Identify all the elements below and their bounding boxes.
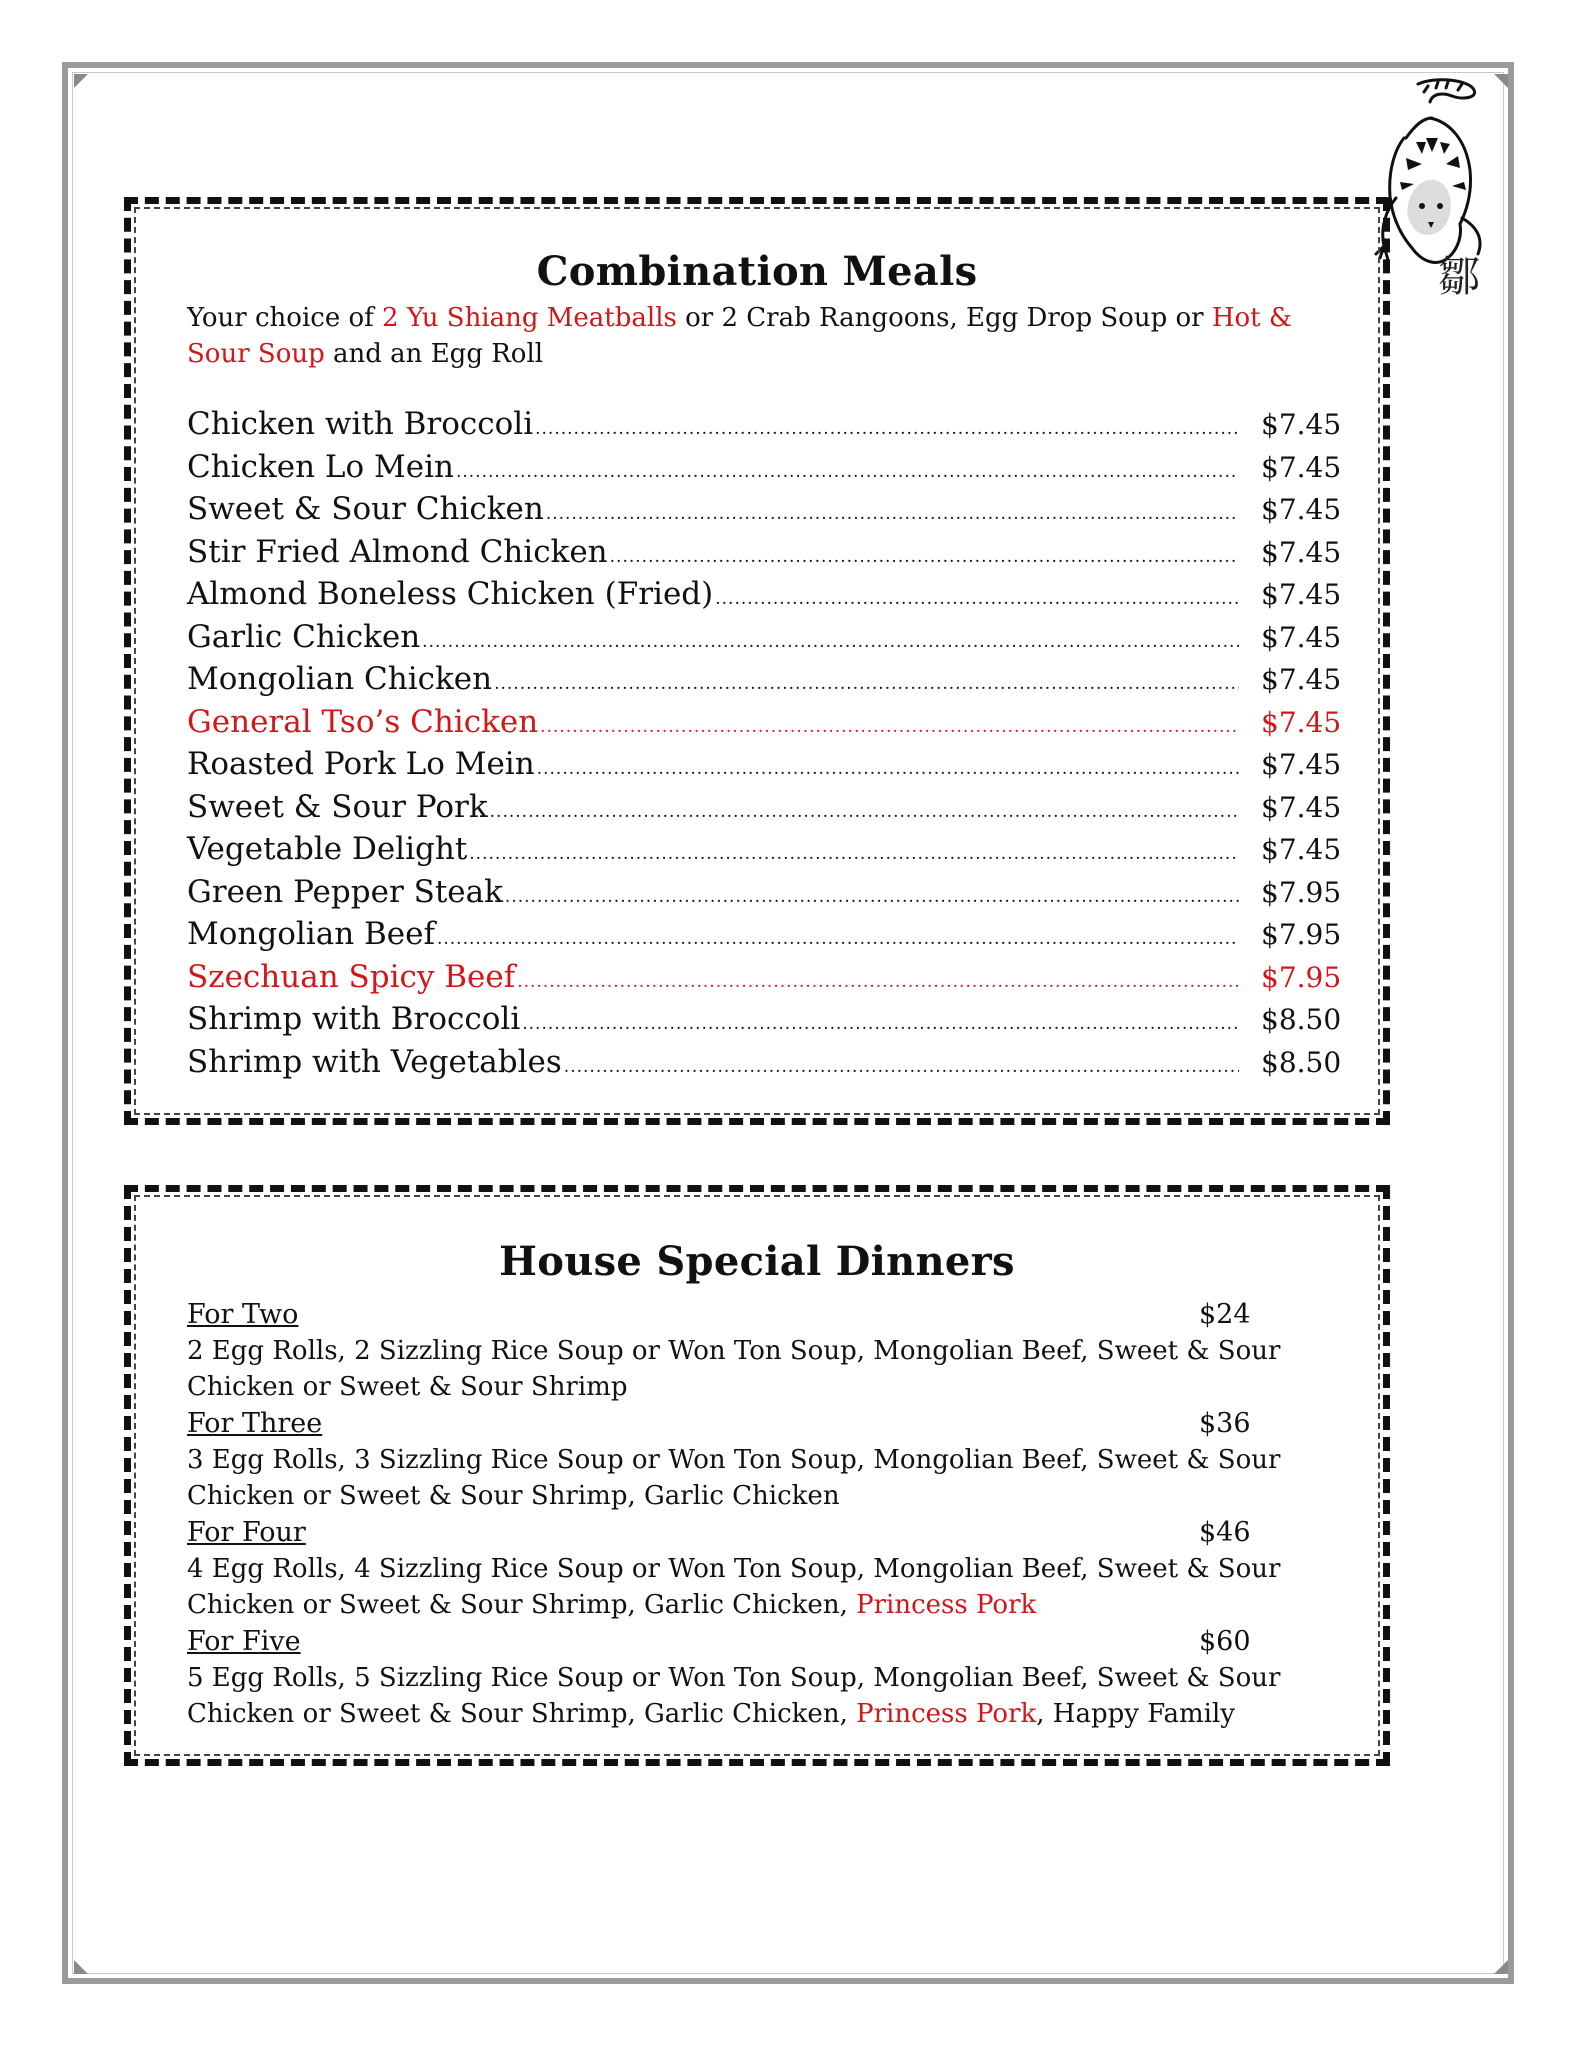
section-title: House Special Dinners [499,1238,1015,1285]
menu-item [187,1044,1347,1087]
item-name: Vegetable Delight [187,831,468,867]
dot-leader [505,887,1239,907]
item-price: $7.95 [1261,875,1342,909]
item-name: Shrimp with Vegetables [187,1043,562,1080]
dinner-label: For Two [187,1299,299,1330]
corner-ornament [1494,74,1508,88]
dot-leader [715,589,1239,609]
menu-item [187,576,1347,619]
combination-menu-list [187,406,1347,1086]
item-name: Sweet & Sour Chicken [187,491,544,527]
item-name: General Tso’s Chicken [187,703,539,740]
item-price: $8.50 [1261,1003,1342,1036]
dot-leader [535,419,1239,439]
combination-intro [187,300,1337,372]
item-price: $7.45 [1261,535,1342,569]
dot-leader [546,504,1239,524]
item-name: Chicken with Broccoli [187,406,534,442]
item-name: Shrimp with Broccoli [187,1001,521,1037]
dinner-label: For Three [187,1408,323,1439]
corner-ornament [1494,1960,1508,1974]
item-price: $7.45 [1261,493,1342,526]
item-price: $7.45 [1261,578,1342,611]
dinner-desc-highlight: Princess Pork [856,1590,1037,1620]
menu-item [187,1001,1347,1044]
dinner-description [187,1551,1347,1623]
dot-leader [540,717,1239,737]
menu-item [187,789,1347,832]
menu-item [187,449,1347,492]
item-name: Szechuan Spicy Beef [187,958,516,995]
dinner-list [187,1296,1347,1732]
item-price: $7.45 [1261,663,1342,696]
item-price: $7.45 [1261,833,1342,866]
dinner-desc-text: , Happy Family [1036,1699,1235,1729]
dot-leader [469,844,1239,864]
menu-item-featured [187,704,1347,747]
dinner-header [187,1514,1347,1551]
dinner-description [187,1660,1347,1732]
dot-leader [437,929,1239,949]
menu-item [187,831,1347,874]
dinner-desc-text: 4 Egg Rolls, 4 Sizzling Rice Soup or Won Ton Soup, Mongolian Beef, Sweet & Sour Chicken or Sweet & Sour Shrimp, Garlic Chicken, [187,1554,1281,1620]
dot-leader [456,462,1239,482]
item-name: Roasted Pork Lo Mein [187,746,535,782]
item-price: $7.45 [1261,748,1342,781]
intro-text: Your choice of [187,303,383,333]
dot-leader [494,674,1239,694]
menu-item [187,874,1347,917]
combination-meals-section [124,197,1390,1125]
dinner-price: $36 [1199,1408,1251,1439]
item-name: Sweet & Sour Pork [187,788,488,825]
menu-item [187,746,1347,789]
dinner-desc-text: 3 Egg Rolls, 3 Sizzling Rice Soup or Won Ton Soup, Mongolian Beef, Sweet & Sour Chicken or Sweet & Sour Shrimp, Garlic Chicken [187,1445,1281,1511]
menu-item [187,661,1347,704]
menu-item-featured [187,959,1347,1002]
item-name: Mongolian Beef [187,916,435,952]
corner-ornament [74,1960,88,1974]
item-name: Green Pepper Steak [187,873,503,910]
house-special-dinners-section [124,1185,1390,1766]
dinner-price: $24 [1199,1299,1251,1330]
dot-leader [522,1014,1239,1034]
dot-leader [537,759,1239,779]
item-name: Chicken Lo Mein [187,448,454,485]
item-price: $7.45 [1261,790,1342,824]
dinner-price: $60 [1199,1626,1251,1657]
dinner-header [187,1405,1347,1442]
item-name: Garlic Chicken [187,618,421,655]
item-price: $8.50 [1261,1045,1342,1079]
intro-text: or 2 Crab Rangoons, Egg Drop Soup or [676,303,1212,333]
intro-highlight: Hot & Sour Soup [187,303,1293,369]
intro-highlight: 2 Yu Shiang Meatballs [382,303,677,333]
menu-item [187,916,1347,959]
dot-leader [564,1057,1239,1077]
dinner-label: For Four [187,1517,306,1548]
menu-item [187,534,1347,577]
item-price: $7.45 [1261,620,1342,654]
dot-leader [610,547,1239,567]
item-name: Almond Boneless Chicken (Fried) [187,576,714,612]
menu-item [187,619,1347,662]
dinner-header [187,1296,1347,1333]
logo-glyph: 鄒 [1438,252,1481,301]
menu-item [187,406,1347,449]
dinner-desc-highlight: Princess Pork [856,1699,1037,1729]
menu-item [187,491,1347,534]
intro-text: and an Egg Roll [324,339,544,369]
item-name: Stir Fried Almond Chicken [187,533,608,570]
dot-leader [490,802,1239,822]
dinner-price: $46 [1199,1517,1251,1548]
dot-leader [422,632,1239,652]
dinner-header [187,1623,1347,1660]
dinner-description [187,1333,1347,1405]
dinner-desc-text: 2 Egg Rolls, 2 Sizzling Rice Soup or Won Ton Soup, Mongolian Beef, Sweet & Sour Chicken or Sweet & Sour Shrimp [187,1336,1281,1402]
item-price: $7.45 [1261,408,1342,441]
item-price: $7.45 [1261,450,1342,484]
item-name: Mongolian Chicken [187,661,493,697]
dinner-desc-text: 5 Egg Rolls, 5 Sizzling Rice Soup or Won Ton Soup, Mongolian Beef, Sweet & Sour Chicken or Sweet & Sour Shrimp, Garlic Chicken, [187,1663,1281,1729]
corner-ornament [74,74,88,88]
item-price: $7.45 [1261,705,1342,739]
dot-leader [517,972,1239,992]
dinner-description [187,1442,1347,1514]
item-price: $7.95 [1261,918,1342,951]
section-title: Combination Meals [536,248,978,295]
item-price: $7.95 [1261,960,1342,994]
dinner-label: For Five [187,1626,301,1657]
